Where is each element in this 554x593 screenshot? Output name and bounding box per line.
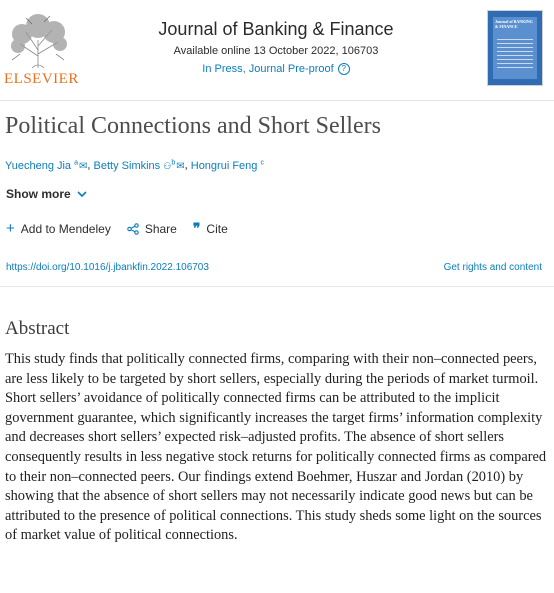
section-divider	[0, 286, 554, 287]
author-link[interactable]: Yuecheng Jia $^a$	[5, 159, 79, 172]
article-title: Political Connections and Short Sellers	[5, 113, 381, 139]
author-link[interactable]: Betty Simkins ⚇$^b$	[93, 159, 176, 172]
share-icon	[127, 223, 139, 235]
add-to-mendeley-button[interactable]	[6, 220, 111, 237]
cover-line	[497, 63, 533, 64]
cover-line	[497, 67, 533, 68]
share-button[interactable]	[127, 220, 177, 237]
cover-line	[497, 47, 533, 48]
email-icon[interactable]: ✉	[79, 160, 88, 172]
abstract-text: This study finds that politically connected firms, comparing with their non–connected peers, are less likely to be targeted by short sellers, especially during the periods of market turmoil. Short sellers’ avoidance of politically connected firms can be attributed to the implicit government guarantee, which significantly increases the target firms’ information complexity and decreases short sellers’ expected risk–adjusted profits. The absence of short sellers consequently results in less negative stock returns for politically connected firms as compared to their non–connected peers. Our findings extend Boehmer, Huszar and Jordan (2010) by showing that the absence of short sellers may not necessarily indicate good news but can be attributed to the presence of political connections. This study sheds some light on the sources of market value of political connections.	[5, 351, 547, 544]
article-actions	[6, 220, 228, 237]
email-icon[interactable]: ✉	[176, 160, 185, 172]
cover-line	[497, 59, 533, 60]
author-link[interactable]: Hongrui Feng $^c$	[190, 159, 264, 172]
header-divider	[0, 100, 554, 101]
cite-button[interactable]	[193, 220, 228, 237]
elsevier-wordmark: ELSEVIER	[4, 71, 79, 87]
availability-date: Available online 13 October 2022, 106703	[173, 45, 379, 57]
in-press-link[interactable]	[202, 63, 349, 75]
get-rights-link[interactable]: Get rights and content	[443, 262, 542, 273]
share-label: Share	[144, 221, 177, 236]
chevron-down-icon	[77, 191, 87, 198]
abstract-heading: Abstract	[5, 318, 70, 339]
show-more-button[interactable]	[6, 187, 87, 201]
person-icon: ⚇	[163, 160, 172, 171]
in-press-label: In Press, Journal Pre-proof	[202, 63, 334, 75]
elsevier-logo[interactable]	[4, 8, 79, 90]
journal-info	[96, 18, 456, 77]
doi-link[interactable]: https://doi.org/10.1016/j.jbankfin.2022.106703	[6, 262, 209, 273]
cover-title-text: Journal of BANKING & FINANCE	[495, 19, 533, 29]
cover-line	[497, 51, 533, 52]
mendeley-label: Add to Mendeley	[20, 221, 111, 236]
cover-line	[497, 43, 533, 44]
journal-title-link[interactable]: Journal of Banking & Finance	[158, 19, 394, 39]
cite-label: Cite	[206, 221, 228, 236]
cover-line	[497, 39, 533, 40]
author-list: Yuecheng Jia $^a$✉, Betty Simkins ⚇$^b$✉, Hongrui Feng $^c$	[5, 159, 264, 172]
elsevier-tree-icon	[6, 10, 70, 70]
help-question-icon[interactable]: ?	[338, 63, 350, 75]
journal-cover-image[interactable]	[487, 10, 543, 86]
quote-icon: ❞	[192, 220, 201, 236]
plus-icon: +	[6, 220, 15, 237]
cover-line	[497, 55, 533, 56]
show-more-label: Show more	[6, 187, 71, 201]
